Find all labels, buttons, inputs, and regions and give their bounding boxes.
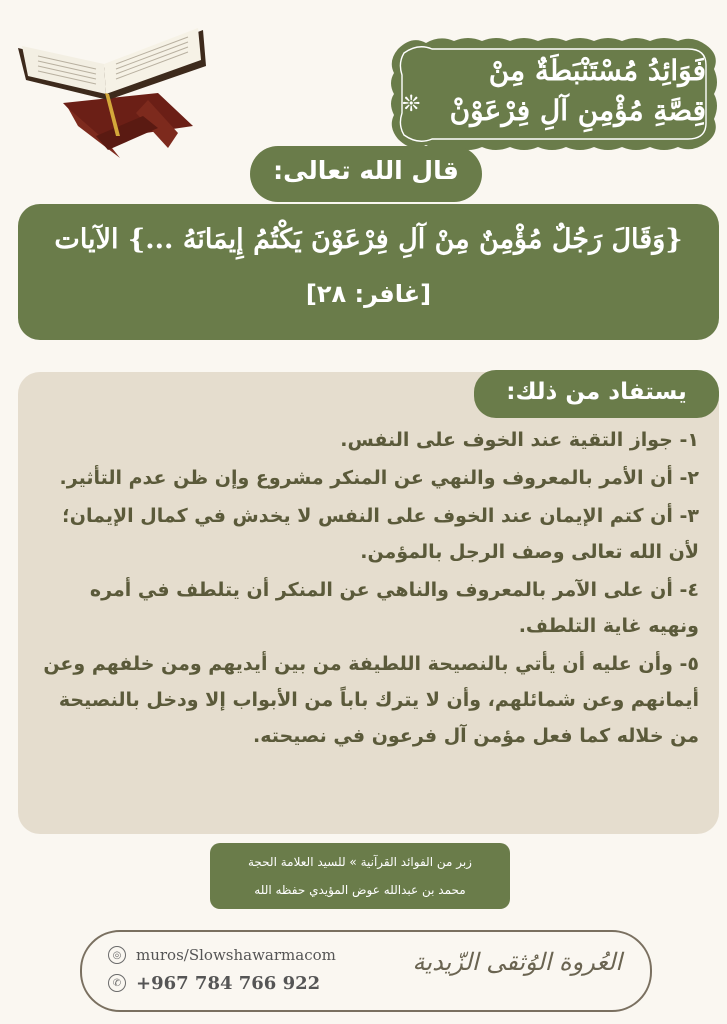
benefit-item: ١- جواز التقية عند الخوف على النفس. bbox=[340, 429, 699, 451]
verse-reference: [غافر: ٢٨] bbox=[305, 280, 432, 308]
title-banner bbox=[388, 35, 720, 153]
phone-number[interactable]: +967 784 766 922 bbox=[136, 972, 321, 994]
quran-illustration bbox=[8, 8, 218, 158]
verse-label-tab bbox=[250, 146, 482, 202]
title-line-1: فَوَائِدُ مُسْتَنْبَطَةٌ مِنْ bbox=[488, 54, 706, 87]
verse-label: قال الله تعالى: bbox=[273, 156, 459, 185]
benefit-item: ٣- أن كتم الإيمان عند الخوف على النفس لا يخدش في كمال الإيمان؛ لأن الله تعالى وصف الرجل بالمؤمن. bbox=[62, 505, 699, 563]
verse-box bbox=[18, 204, 719, 340]
source-line-2: محمد بن عبدالله عوض المؤيدي حفظه الله bbox=[254, 883, 466, 897]
benefits-label: يستفاد من ذلك: bbox=[506, 379, 687, 405]
social-handle[interactable]: muros/Slowshawarmacom bbox=[136, 946, 336, 964]
contact-footer bbox=[80, 930, 652, 1012]
benefit-item: ٤- أن على الآمر بالمعروف والناهي عن المنكر أن يتلطف في أمره ونهيه غاية التلطف. bbox=[89, 579, 699, 637]
benefit-item: ٢- أن الأمر بالمعروف والنهي عن المنكر مشروع وإن ظن عدم التأثير. bbox=[59, 467, 699, 489]
contact-phone-row[interactable] bbox=[108, 970, 320, 996]
benefits-list bbox=[36, 422, 699, 756]
source-box bbox=[210, 843, 510, 909]
benefits-label-tab bbox=[474, 370, 719, 418]
benefit-item: ٥- وأن عليه أن يأتي بالنصيحة اللطيفة من بين أيديهم ومن خلفهم وعن أيمانهم وعن شمائلهم، وأن لا يترك باباً من الأبواب إلا ودخل بالنصيحة من خلاله كما فعل مؤمن آل فرعون في نصيحته. bbox=[43, 653, 699, 747]
brand-logo: العُروة الوُثقى الزّيدية bbox=[412, 948, 622, 976]
contact-handle-row[interactable] bbox=[108, 942, 336, 968]
instagram-icon: ◎ bbox=[108, 946, 126, 964]
ornament-icon: ❊ bbox=[402, 92, 421, 117]
source-line-1: زبر من الفوائد القرآنية » للسيد العلامة الحجة bbox=[248, 855, 472, 869]
title-line-2: قِصَّةِ مُؤْمِنِ آلِ فِرْعَوْنْ bbox=[449, 94, 706, 127]
whatsapp-icon: ✆ bbox=[108, 974, 126, 992]
verse-text: {وَقَالَ رَجُلٌ مُؤْمِنٌ مِنْ آلِ فِرْعَوْنَ يَكْتُمُ إِيمَانَهُ ...} الآيات bbox=[54, 224, 683, 255]
